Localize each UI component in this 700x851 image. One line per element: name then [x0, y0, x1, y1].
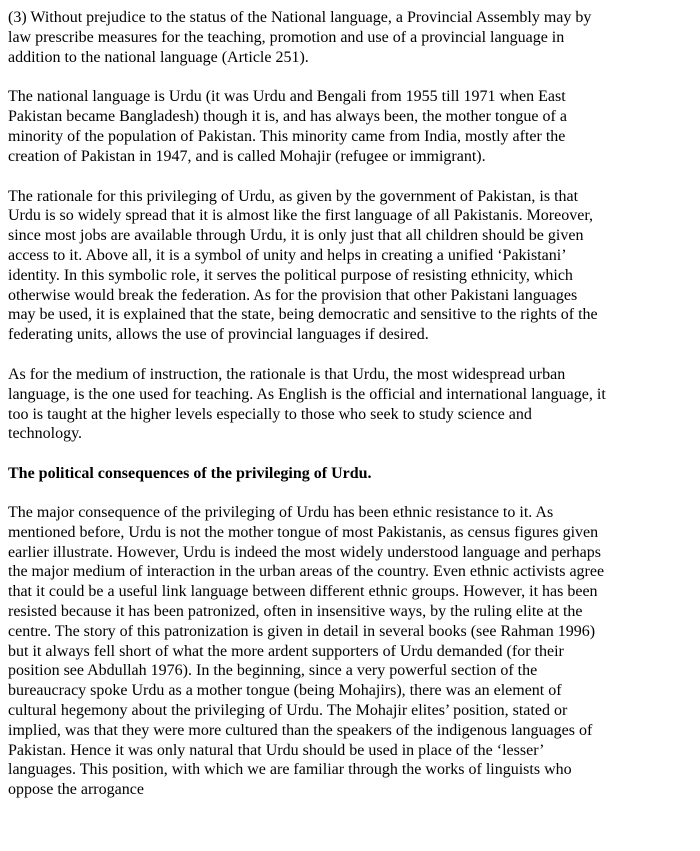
paragraph-national-language: The national language is Urdu (it was Urdu and Bengali from 1955 till 1971 when East Pakistan became Bangladesh) though it is, and has always been, the mother tongue of a minority of the population of Pakistan. This minority came from India, mostly after the creation of Pakistan in 1947, and is called Mohajir (refugee or immigrant).	[8, 88, 567, 165]
document-page	[8, 8, 608, 820]
paragraph-political-consequences: The major consequence of the privileging of Urdu has been ethnic resistance to it. As mentioned before, Urdu is not the mother tongue of most Pakistanis, as census figures given earlier illustrate. However, Urdu is indeed the most widely understood language and perhaps the major medium of interaction in the urban areas of the country. Even ethnic activists agree that it could be a useful link language between different ethnic groups. However, it has been resisted because it has been patronized, often in insensitive ways, by the ruling elite at the centre. The story of this patronization is given in detail in several books (see Rahman 1996) but it always fell short of what the more ardent supporters of Urdu demanded (for their position see Abdullah 1976). In the beginning, since a very powerful section of the bureaucracy spoke Urdu as a mother tongue (being Mohajirs), there was an element of cultural hegemony about the privileging of Urdu. The Mohajir elites’ position, stated or implied, was that they were more cultured than the speakers of the indigenous languages of Pakistan. Hence it was only natural that Urdu should be used in place of the ‘lesser’ languages. This position, with which we are familiar through the works of linguists who oppose the arrogance	[8, 503, 605, 799]
section-heading: The political consequences of the privileging of Urdu.	[8, 465, 372, 483]
paragraph-article-251: (3) Without prejudice to the status of the National language, a Provincial Assembly may by law prescribe measures for the teaching, promotion and use of a provincial language in addition to the national language (Article 251).	[8, 9, 592, 66]
paragraph-rationale: The rationale for this privileging of Urdu, as given by the government of Pakistan, is that Urdu is so widely spread that it is almost like the first language of all Pakistanis. Moreover, since most jobs are available through Urdu, it is only just that all children should be given access to it. Above all, it is a symbol of unity and helps in creating a unified ‘Pakistani’ identity. In this symbolic role, it serves the political purpose of resisting ethnicity, which otherwise would break the federation. As for the provision that other Pakistani languages may be used, it is explained that the state, being democratic and sensitive to the rights of the federating units, allows the use of provincial languages if desired.	[8, 187, 598, 344]
paragraph-medium-of-instruction: As for the medium of instruction, the rationale is that Urdu, the most widespread urban language, is the one used for teaching. As English is the official and international language, it too is taught at the higher levels especially to those who seek to study science and technology.	[8, 365, 606, 443]
